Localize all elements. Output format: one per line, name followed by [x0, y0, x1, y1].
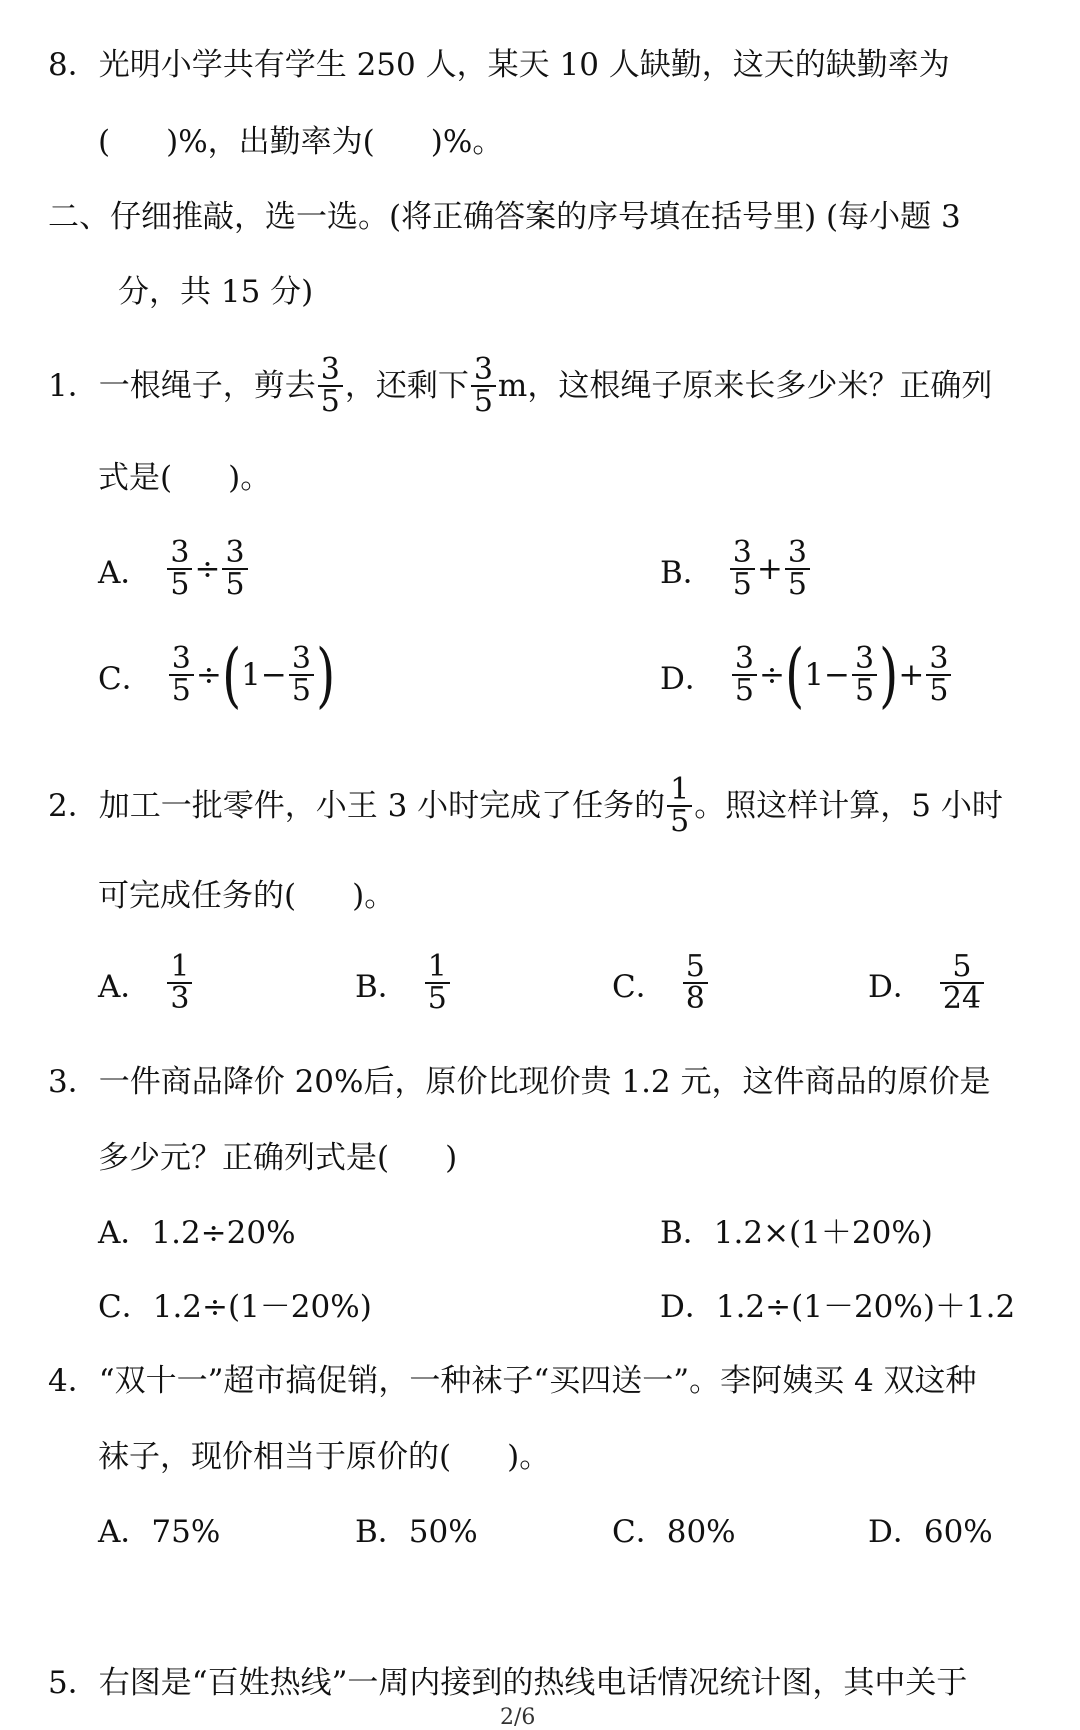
q1-line2: 式是( )。	[98, 460, 272, 496]
q2-option-a[interactable]: A． $\frac{1}{3}$	[98, 952, 194, 1014]
q8-line2: ( )%，出勤率为( )%。	[98, 124, 504, 160]
q4-option-c[interactable]: C．80%	[612, 1514, 736, 1550]
q1-line1: 1． 一根绳子，剪去 $\frac{3}{5}$ ，还剩下 $\frac{3}{5}$ m，这根绳子原来长多少米？正确列	[48, 352, 993, 419]
section2-heading: 二、仔细推敲，选一选。(将正确答案的序号填在括号里) (每小题 3	[48, 199, 961, 235]
q4-option-a[interactable]: A．75%	[98, 1514, 221, 1550]
fraction: $\frac{3}{5}$	[318, 355, 343, 417]
page-number: 2/6	[500, 1705, 536, 1730]
q3-option-b[interactable]: B．1.2×(1＋20%)	[660, 1215, 933, 1251]
q2-option-c[interactable]: C． $\frac{5}{8}$	[612, 952, 710, 1014]
q1-option-a[interactable]: A． $\frac{3}{5}$ ÷ $\frac{3}{5}$	[98, 538, 250, 600]
q2-option-d[interactable]: D． $\frac{5}{24}$	[868, 952, 986, 1014]
q3-line1: 3．一件商品降价 20%后，原价比现价贵 1.2 元，这件商品的原价是	[48, 1064, 991, 1100]
q2-line2: 可完成任务的( )。	[98, 878, 396, 914]
q2-line1: 2． 加工一批零件，小王 3 小时完成了任务的 $\frac{1}{5}$ 。照这样计算，5 小时	[48, 772, 1003, 839]
q4-option-d[interactable]: D．60%	[868, 1514, 993, 1550]
left-paren: (	[221, 634, 242, 716]
section2-heading-cont: 分，共 15 分)	[118, 274, 314, 310]
q3-line2: 多少元？正确列式是( )	[98, 1140, 458, 1176]
q8-line1	[48, 45, 950, 85]
right-paren: )	[316, 634, 336, 716]
q1-option-b[interactable]: B． $\frac{3}{5}$ + $\frac{3}{5}$	[660, 538, 812, 600]
q3-option-c[interactable]: C．1.2÷(1－20%)	[98, 1289, 372, 1325]
q1-option-c[interactable]: C． $\frac{3}{5}$ ÷ ( 1− $\frac{3}{5}$ )	[98, 634, 336, 716]
right-paren: )	[879, 634, 899, 716]
q1-option-d[interactable]: D． $\frac{3}{5}$ ÷ ( 1− $\frac{3}{5}$ ) + $\frac{3}{5}$	[660, 640, 953, 710]
q4-line2: 袜子，现价相当于原价的( )。	[98, 1439, 551, 1475]
q4-line1: 4．“双十一”超市搞促销，一种袜子“买四送一”。李阿姨买 4 双这种	[48, 1363, 977, 1399]
fraction: $\frac{3}{5}$	[471, 355, 496, 417]
left-paren: (	[785, 634, 805, 716]
q8-text: 光明小学共有学生 250 人，某天 10 人缺勤，这天的缺勤率为	[98, 47, 950, 83]
q8-number: 8．	[48, 47, 99, 83]
q3-option-a[interactable]: A．1.2÷20%	[98, 1215, 296, 1251]
q4-option-b[interactable]: B．50%	[355, 1514, 478, 1550]
q3-option-d[interactable]: D．1.2÷(1－20%)＋1.2	[660, 1289, 1016, 1325]
q5-line1: 5．右图是“百姓热线”一周内接到的热线电话情况统计图，其中关于	[48, 1665, 968, 1701]
q2-option-b[interactable]: B． $\frac{1}{5}$	[355, 952, 452, 1014]
fraction: $\frac{1}{5}$	[667, 775, 692, 837]
